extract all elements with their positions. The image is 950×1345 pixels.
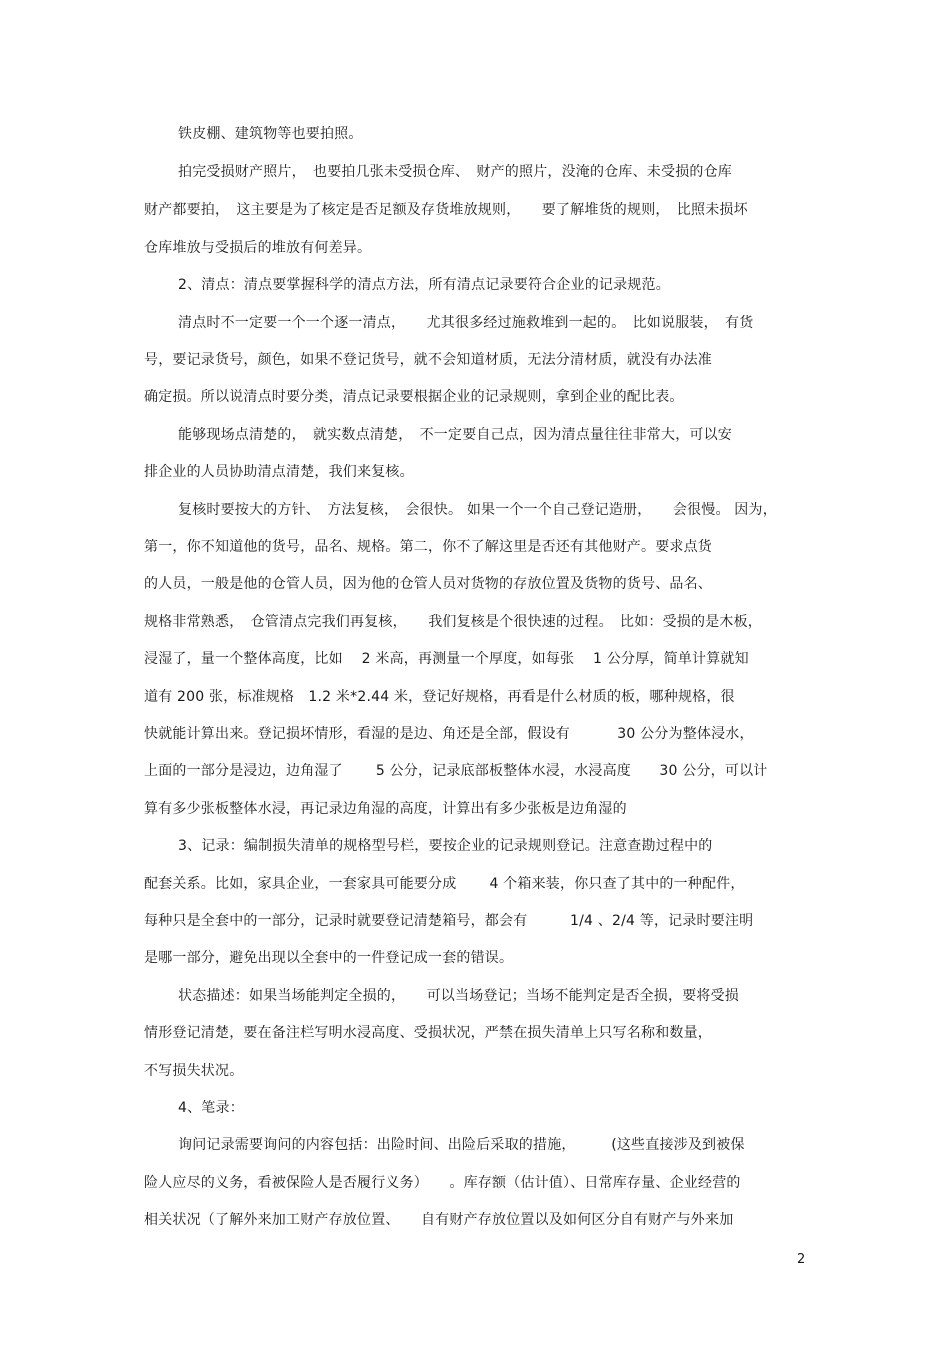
text-line: 情形登记清楚，要在备注栏写明水浸高度、受损状况，严禁在损失清单上只写名称和数量，	[144, 1025, 712, 1041]
text-line: 上面的一部分是浸边，边角湿了 5 公分，记录底部板整体水浸，水浸高度 30 公分，可以计	[144, 763, 768, 779]
text-line: 是哪一部分，避免出现以全套中的一件登记成一套的错误。	[144, 950, 514, 966]
text-line: 号，要记录货号，颜色，如果不登记货号，就不会知道材质，无法分清材质，就没有办法准	[144, 352, 712, 368]
text-line: 排企业的人员协助清点清楚，我们来复核。	[144, 464, 414, 480]
text-line: 2、清点：清点要掌握科学的清点方法，所有清点记录要符合企业的记录规范。	[178, 277, 670, 293]
page-number: 2	[797, 1252, 806, 1267]
text-line: 拍完受损财产照片， 也要拍几张未受损仓库、 财产的照片，没淹的仓库、未受损的仓库	[178, 164, 732, 180]
text-line: 铁皮棚、建筑物等也要拍照。	[178, 126, 363, 142]
text-line: 清点时不一定要一个一个逐一清点， 尤其很多经过施救堆到一起的。 比如说服装， 有货	[178, 315, 754, 331]
text-line: 快就能计算出来。登记损坏情形，看湿的是边、角还是全部，假设有 30 公分为整体浸水，	[144, 726, 754, 742]
text-line: 算有多少张板整体水浸，再记录边角湿的高度，计算出有多少张板是边角湿的	[144, 801, 627, 817]
text-line: 第一，你不知道他的货号，品名、规格。第二，你不了解这里是否还有其他财产。要求点货	[144, 539, 712, 555]
text-line: 浸湿了，量一个整体高度，比如 2 米高，再测量一个厚度，如每张 1 公分厚，简单计算就知	[144, 651, 749, 667]
text-line: 配套关系。比如，家具企业，一套家具可能要分成 4 个箱来装，你只查了其中的一种配件，	[144, 876, 745, 892]
text-line: 能够现场点清楚的， 就实数点清楚， 不一定要自己点，因为清点量往往非常大，可以安	[178, 427, 732, 443]
text-line: 询问记录需要询问的内容包括：出险时间、出险后采取的措施， (这些直接涉及到被保	[178, 1137, 745, 1153]
text-line: 仓库堆放与受损后的堆放有何差异。	[144, 240, 372, 256]
text-line: 状态描述：如果当场能判定全损的， 可以当场登记；当场不能判定是否全损，要将受损	[178, 988, 739, 1004]
text-line: 险人应尽的义务，看被保险人是否履行义务） 。库存额（估计值）、日常库存量、企业经营的	[144, 1175, 741, 1191]
text-line: 不写损失状况。	[144, 1063, 244, 1079]
text-line: 的人员，一般是他的仓管人员，因为他的仓管人员对货物的存放位置及货物的货号、品名、	[144, 576, 712, 592]
text-line: 4、笔录：	[178, 1100, 244, 1116]
text-line: 3、记录：编制损失清单的规格型号栏，要按企业的记录规则登记。注意查勘过程中的	[178, 838, 713, 854]
text-line: 相关状况（了解外来加工财产存放位置、 自有财产存放位置以及如何区分自有财产与外来加	[144, 1212, 734, 1228]
text-line: 复核时要按大的方针、 方法复核， 会很快。 如果一个一个自己登记造册， 会很慢。 因为，	[178, 502, 777, 518]
text-line: 财产都要拍， 这主要是为了核定是否足额及存货堆放规则， 要了解堆货的规则， 比照未损坏	[144, 202, 748, 218]
text-line: 确定损。所以说清点时要分类，清点记录要根据企业的记录规则，拿到企业的配比表。	[144, 389, 684, 405]
text-line: 规格非常熟悉， 仓管清点完我们再复核， 我们复核是个很快速的过程。 比如：受损的是木板，	[144, 614, 762, 630]
text-line: 每种只是全套中的一部分，记录时就要登记清楚箱号，都会有 1/4 、2/4 等，记录时要注明	[144, 913, 754, 929]
text-line: 道有 200 张，标准规格 1.2 米*2.44 米，登记好规格，再看是什么材质的板，哪种规格，很	[144, 689, 735, 705]
